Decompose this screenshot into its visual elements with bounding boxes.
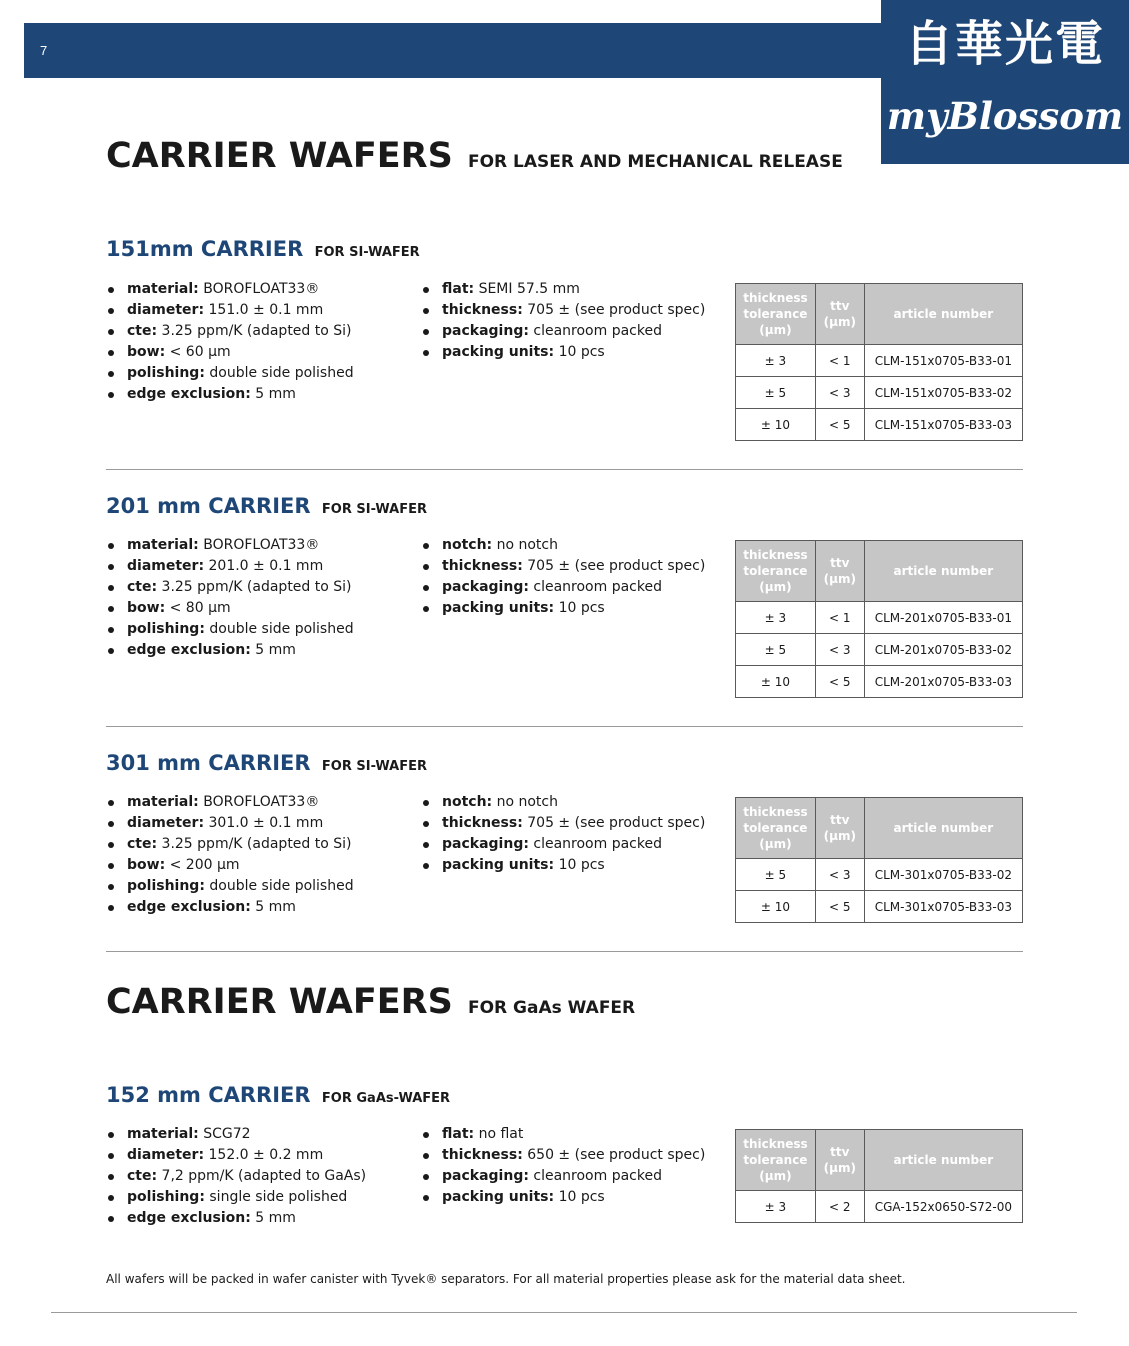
main-title-laser <box>106 136 843 176</box>
spec-item <box>106 834 354 855</box>
section-title-201mm <box>106 491 427 519</box>
cell-ttv: < 2 <box>815 1191 864 1223</box>
spec-value: 5 mm <box>255 1210 296 1226</box>
table-row <box>736 377 1023 409</box>
section-title-152mm <box>106 1080 450 1108</box>
spec-value: SCG72 <box>203 1126 251 1142</box>
header-thickness-tolerance <box>736 798 816 859</box>
spec-key: cte: <box>127 836 158 852</box>
main-title-text: CARRIER WAFERS <box>106 136 453 176</box>
header-bar <box>24 23 884 78</box>
spec-list-right <box>421 279 705 363</box>
spec-key: packing units: <box>442 600 555 616</box>
header-line: thickness <box>743 291 808 305</box>
spec-item <box>106 1187 366 1208</box>
spec-value: no flat <box>478 1126 524 1142</box>
cell-thickness-tolerance: ± 10 <box>736 409 816 441</box>
spec-list-right <box>421 792 705 876</box>
spec-key: cte: <box>127 323 158 339</box>
spec-item <box>421 321 705 342</box>
main-title-subtext: FOR GaAs WAFER <box>467 998 636 1018</box>
footer-divider <box>51 1312 1077 1313</box>
spec-list-left <box>106 792 354 918</box>
spec-item <box>421 535 705 556</box>
spec-item <box>106 535 354 556</box>
spec-item <box>106 619 354 640</box>
spec-item <box>106 321 354 342</box>
header-line: (µm) <box>823 829 856 843</box>
section-title-text: 151mm CARRIER <box>106 237 304 261</box>
header-line: (µm) <box>759 1169 792 1183</box>
table-header-row <box>736 541 1023 602</box>
header-line: tolerance <box>743 1153 808 1167</box>
spec-key: packaging: <box>442 323 529 339</box>
spec-key: edge exclusion: <box>127 899 251 915</box>
cell-article-number: CLM-151x0705-B33-03 <box>864 409 1022 441</box>
spec-value: < 80 µm <box>169 600 231 616</box>
spec-value: cleanroom packed <box>533 323 662 339</box>
spec-key: material: <box>127 281 199 297</box>
spec-item <box>106 342 354 363</box>
spec-key: edge exclusion: <box>127 642 251 658</box>
spec-key: flat: <box>442 281 475 297</box>
spec-value: 201.0 ± 0.1 mm <box>208 558 324 574</box>
page-number: 7 <box>40 43 48 58</box>
header-line: ttv <box>830 1145 850 1159</box>
header-line: (µm) <box>759 837 792 851</box>
spec-key: polishing: <box>127 365 205 381</box>
spec-key: thickness: <box>442 815 523 831</box>
spec-value: no notch <box>496 794 558 810</box>
spec-value: 10 pcs <box>558 600 605 616</box>
spec-key: diameter: <box>127 815 205 831</box>
spec-value: 5 mm <box>255 899 296 915</box>
header-article-number: article number <box>864 798 1022 859</box>
spec-key: notch: <box>442 794 493 810</box>
spec-value: 10 pcs <box>558 1189 605 1205</box>
header-line: thickness <box>743 805 808 819</box>
section-divider <box>106 951 1023 952</box>
spec-key: thickness: <box>442 1147 523 1163</box>
section-subtitle-text: FOR SI-WAFER <box>314 245 420 260</box>
spec-value: no notch <box>496 537 558 553</box>
header-article-number: article number <box>864 541 1022 602</box>
spec-key: packaging: <box>442 579 529 595</box>
section-title-text: 152 mm CARRIER <box>106 1083 311 1107</box>
cell-ttv: < 5 <box>815 409 864 441</box>
spec-key: bow: <box>127 344 166 360</box>
table-row <box>736 1191 1023 1223</box>
spec-list-right <box>421 535 705 619</box>
spec-key: notch: <box>442 537 493 553</box>
spec-value: cleanroom packed <box>533 579 662 595</box>
spec-value: 10 pcs <box>558 857 605 873</box>
cell-ttv: < 1 <box>815 602 864 634</box>
header-line: (µm) <box>759 323 792 337</box>
spec-value: 650 ± (see product spec) <box>527 1147 706 1163</box>
spec-value: < 60 µm <box>169 344 231 360</box>
section-title-301mm <box>106 748 427 776</box>
header-line: ttv <box>830 299 850 313</box>
cell-thickness-tolerance: ± 3 <box>736 1191 816 1223</box>
section-title-151mm <box>106 234 420 262</box>
header-ttv <box>815 1130 864 1191</box>
table-row <box>736 602 1023 634</box>
cell-thickness-tolerance: ± 10 <box>736 666 816 698</box>
header-line: (µm) <box>823 315 856 329</box>
section-divider <box>106 726 1023 727</box>
article-table <box>735 540 1023 698</box>
spec-value: BOROFLOAT33® <box>203 794 320 810</box>
cell-thickness-tolerance: ± 3 <box>736 345 816 377</box>
spec-value: 152.0 ± 0.2 mm <box>208 1147 324 1163</box>
table-row <box>736 891 1023 923</box>
cell-article-number: CLM-201x0705-B33-02 <box>864 634 1022 666</box>
cell-thickness-tolerance: ± 10 <box>736 891 816 923</box>
spec-item <box>106 897 354 918</box>
spec-value: 3.25 ppm/K (adapted to Si) <box>161 323 352 339</box>
header-ttv <box>815 798 864 859</box>
header-line: (µm) <box>823 572 856 586</box>
cell-article-number: CLM-301x0705-B33-03 <box>864 891 1022 923</box>
spec-item <box>106 855 354 876</box>
spec-key: diameter: <box>127 558 205 574</box>
spec-key: packaging: <box>442 836 529 852</box>
spec-value: 301.0 ± 0.1 mm <box>208 815 324 831</box>
cell-ttv: < 3 <box>815 634 864 666</box>
header-line: ttv <box>830 556 850 570</box>
spec-item <box>421 855 705 876</box>
spec-value: 5 mm <box>255 386 296 402</box>
cell-ttv: < 3 <box>815 377 864 409</box>
spec-item <box>421 279 705 300</box>
spec-key: cte: <box>127 1168 158 1184</box>
spec-key: flat: <box>442 1126 475 1142</box>
spec-value: 705 ± (see product spec) <box>527 558 706 574</box>
header-line: thickness <box>743 548 808 562</box>
section-divider <box>106 469 1023 470</box>
article-table <box>735 1129 1023 1223</box>
header-line: tolerance <box>743 821 808 835</box>
spec-key: bow: <box>127 600 166 616</box>
cell-article-number: CLM-151x0705-B33-02 <box>864 377 1022 409</box>
spec-value: 3.25 ppm/K (adapted to Si) <box>161 579 352 595</box>
spec-item <box>106 1208 366 1229</box>
cell-ttv: < 1 <box>815 345 864 377</box>
spec-item <box>421 300 705 321</box>
header-line: tolerance <box>743 564 808 578</box>
spec-item <box>106 792 354 813</box>
spec-key: packaging: <box>442 1168 529 1184</box>
spec-item <box>106 279 354 300</box>
spec-item <box>421 834 705 855</box>
spec-value: cleanroom packed <box>533 836 662 852</box>
spec-list-left <box>106 279 354 405</box>
table-row <box>736 409 1023 441</box>
spec-value: 705 ± (see product spec) <box>527 815 706 831</box>
section-subtitle-text: FOR SI-WAFER <box>321 502 427 517</box>
spec-key: packing units: <box>442 344 555 360</box>
spec-item <box>421 577 705 598</box>
article-table <box>735 797 1023 923</box>
spec-value: < 200 µm <box>169 857 240 873</box>
article-table <box>735 283 1023 441</box>
spec-item <box>106 598 354 619</box>
spec-value: 5 mm <box>255 642 296 658</box>
section-title-text: 201 mm CARRIER <box>106 494 311 518</box>
spec-key: polishing: <box>127 621 205 637</box>
spec-item <box>106 363 354 384</box>
spec-item <box>106 1166 366 1187</box>
header-ttv <box>815 284 864 345</box>
spec-value: double side polished <box>209 878 354 894</box>
cell-thickness-tolerance: ± 5 <box>736 634 816 666</box>
table-row <box>736 666 1023 698</box>
spec-item <box>106 384 354 405</box>
header-thickness-tolerance <box>736 284 816 345</box>
spec-list-left <box>106 1124 366 1229</box>
cell-thickness-tolerance: ± 3 <box>736 602 816 634</box>
cell-ttv: < 3 <box>815 859 864 891</box>
cell-thickness-tolerance: ± 5 <box>736 377 816 409</box>
spec-key: edge exclusion: <box>127 1210 251 1226</box>
header-line: (µm) <box>759 580 792 594</box>
spec-key: material: <box>127 794 199 810</box>
spec-item <box>421 556 705 577</box>
spec-value: 3.25 ppm/K (adapted to Si) <box>161 836 352 852</box>
logo-chinese-text: 自華光電 <box>904 16 1105 72</box>
spec-key: polishing: <box>127 1189 205 1205</box>
section-subtitle-text: FOR SI-WAFER <box>321 759 427 774</box>
spec-value: double side polished <box>209 621 354 637</box>
spec-item <box>421 792 705 813</box>
spec-value: 7,2 ppm/K (adapted to GaAs) <box>161 1168 367 1184</box>
main-title-subtext: FOR LASER AND MECHANICAL RELEASE <box>467 152 843 172</box>
cell-ttv: < 5 <box>815 891 864 923</box>
cell-article-number: CLM-151x0705-B33-01 <box>864 345 1022 377</box>
spec-value: BOROFLOAT33® <box>203 537 320 553</box>
header-line: thickness <box>743 1137 808 1151</box>
table-header-row <box>736 284 1023 345</box>
spec-value: single side polished <box>209 1189 348 1205</box>
header-ttv <box>815 541 864 602</box>
main-title-text: CARRIER WAFERS <box>106 982 453 1022</box>
table-row <box>736 634 1023 666</box>
spec-list-left <box>106 535 354 661</box>
spec-key: cte: <box>127 579 158 595</box>
spec-item <box>421 1187 705 1208</box>
header-article-number: article number <box>864 1130 1022 1191</box>
spec-key: thickness: <box>442 302 523 318</box>
header-line: ttv <box>830 813 850 827</box>
spec-item <box>106 876 354 897</box>
spec-key: diameter: <box>127 1147 205 1163</box>
table-row <box>736 859 1023 891</box>
header-thickness-tolerance <box>736 1130 816 1191</box>
spec-key: packing units: <box>442 857 555 873</box>
spec-value: SEMI 57.5 mm <box>478 281 580 297</box>
spec-value: 10 pcs <box>558 344 605 360</box>
spec-item <box>421 1124 705 1145</box>
spec-item <box>106 1145 366 1166</box>
spec-item <box>106 1124 366 1145</box>
header-line: tolerance <box>743 307 808 321</box>
table-header-row <box>736 798 1023 859</box>
spec-key: material: <box>127 537 199 553</box>
spec-item <box>421 342 705 363</box>
brand-logo <box>881 0 1129 164</box>
spec-item <box>106 556 354 577</box>
spec-list-right <box>421 1124 705 1208</box>
header-article-number: article number <box>864 284 1022 345</box>
spec-value: cleanroom packed <box>533 1168 662 1184</box>
header-line: (µm) <box>823 1161 856 1175</box>
cell-article-number: CGA-152x0650-S72-00 <box>864 1191 1022 1223</box>
header-thickness-tolerance <box>736 541 816 602</box>
spec-value: 705 ± (see product spec) <box>527 302 706 318</box>
main-title-gaas <box>106 982 635 1022</box>
spec-item <box>106 813 354 834</box>
spec-key: packing units: <box>442 1189 555 1205</box>
spec-key: diameter: <box>127 302 205 318</box>
spec-key: polishing: <box>127 878 205 894</box>
spec-item <box>106 640 354 661</box>
spec-key: thickness: <box>442 558 523 574</box>
cell-ttv: < 5 <box>815 666 864 698</box>
logo-english-text: myBlossom <box>886 94 1124 138</box>
cell-thickness-tolerance: ± 5 <box>736 859 816 891</box>
spec-value: 151.0 ± 0.1 mm <box>208 302 324 318</box>
spec-key: material: <box>127 1126 199 1142</box>
spec-item <box>421 598 705 619</box>
spec-value: BOROFLOAT33® <box>203 281 320 297</box>
spec-key: edge exclusion: <box>127 386 251 402</box>
spec-value: double side polished <box>209 365 354 381</box>
table-header-row <box>736 1130 1023 1191</box>
spec-item <box>106 300 354 321</box>
spec-item <box>421 813 705 834</box>
spec-key: bow: <box>127 857 166 873</box>
footnote: All wafers will be packed in wafer canister with Tyvek® separators. For all material properties please ask for the material data sheet. <box>106 1272 906 1286</box>
spec-item <box>421 1145 705 1166</box>
spec-item <box>106 577 354 598</box>
table-row <box>736 345 1023 377</box>
cell-article-number: CLM-301x0705-B33-02 <box>864 859 1022 891</box>
cell-article-number: CLM-201x0705-B33-01 <box>864 602 1022 634</box>
cell-article-number: CLM-201x0705-B33-03 <box>864 666 1022 698</box>
spec-item <box>421 1166 705 1187</box>
section-subtitle-text: FOR GaAs-WAFER <box>321 1091 451 1106</box>
section-title-text: 301 mm CARRIER <box>106 751 311 775</box>
